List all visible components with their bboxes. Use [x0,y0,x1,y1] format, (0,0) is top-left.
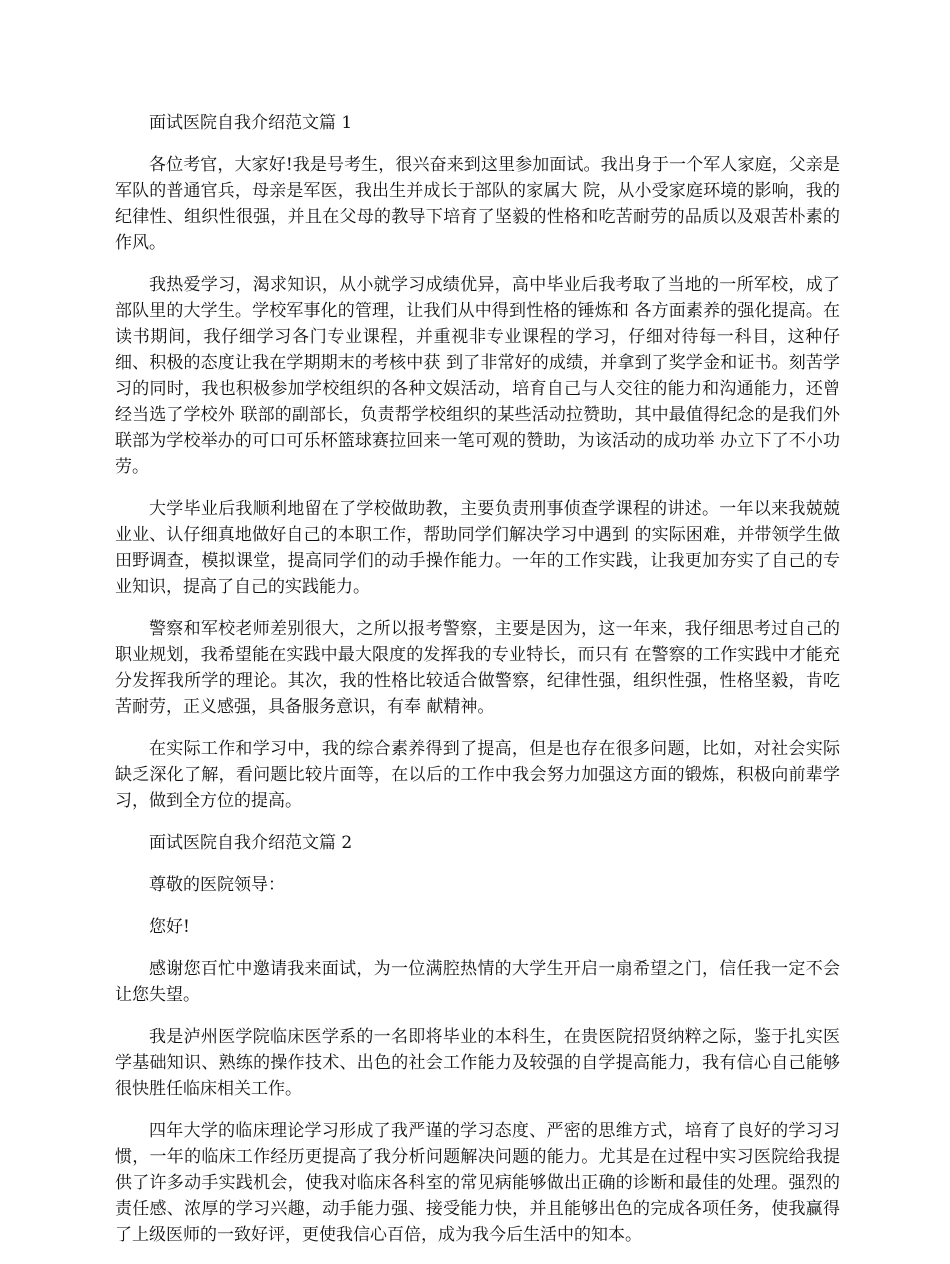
section-2-paragraph-1: 感谢您百忙中邀请我来面试，为一位满腔热情的大学生开启一扇希望之门，信任我一定不会让您失望。 [115,959,840,1005]
section-1-paragraph-1: 各位考官，大家好!我是号考生，很兴奋来到这里参加面试。我出身于一个军人家庭，父亲是军队的普通官兵，母亲是军医，我出生并成长于部队的家属大 院，从小受家庭环境的影响，我的纪律性、组织性很强，并且在父母的教导下培育了坚毅的性格和吃苦耐劳的品质以及艰苦朴素的作风。 [115,155,840,253]
section-1-paragraph-4: 警察和军校老师差别很大，之所以报考警察，主要是因为，这一年来，我仔细思考过自己的职业规划，我希望能在实践中最大限度的发挥我的专业特长，而只有 在警察的工作实践中才能充分发挥我所学的理论。其次，我的性格比较适合做警察，纪律性强，组织性强，性格坚毅，肯吃苦耐劳，正义感强，具备服务意识，有奉 献精神。 [115,619,840,717]
section-1-paragraph-5: 在实际工作和学习中，我的综合素养得到了提高，但是也存在很多问题，比如，对社会实际缺乏深化了解，看问题比较片面等，在以后的工作中我会努力加强这方面的锻炼，积极向前辈学习，做到全方位的提高。 [115,739,840,811]
section-1-paragraph-2: 我热爱学习，渴求知识，从小就学习成绩优异，高中毕业后我考取了当地的一所军校，成了部队里的大学生。学校军事化的管理，让我们从中得到性格的锤炼和 各方面素养的强化提高。在读书期间，我仔细学习各门专业课程，并重视非专业课程的学习，仔细对待每一科目，这种仔细、积极的态度让我在学期期末的考核中获 到了非常好的成绩，并拿到了奖学金和证书。刻苦学习的同时，我也积极参加学校组织的各种文娱活动，培育自己与人交往的能力和沟通能力，还曾经当选了学校外 联部的副部长，负责帮学校组织的某些活动拉赞助，其中最值得纪念的是我们外联部为学校举办的可口可乐杯篮球赛拉回来一笔可观的赞助，为该活动的成功举 办立下了不小功劳。 [115,275,840,477]
salutation: 尊敬的医院领导： [149,875,285,895]
section-2-paragraph-3: 四年大学的临床理论学习形成了我严谨的学习态度、严密的思维方式，培育了良好的学习习惯，一年的临床工作经历更提高了我分析问题解决问题的能力。尤其是在过程中实习医院给我提供了许多动手实践机会，使我对临床各科室的常见病能够做出正确的诊断和最佳的处理。强烈的责任感、浓厚的学习兴趣，动手能力强、接受能力快，并且能够出色的完成各项任务，使我赢得了上级医师的一致好评，更使我信心百倍，成为我今后生活中的知本。 [115,1121,840,1245]
section-1-title: 面试医院自我介绍范文篇 1 [149,113,353,133]
section-2-title: 面试医院自我介绍范文篇 2 [149,833,353,853]
section-2-paragraph-2: 我是泸州医学院临床医学系的一名即将毕业的本科生，在贵医院招贤纳粹之际，鉴于扎实医学基础知识、熟练的操作技术、出色的社会工作能力及较强的自学提高能力，我有信心自己能够很快胜任临床相关工作。 [115,1027,840,1099]
document-page [115,110,840,1264]
greeting: 您好! [149,917,190,937]
section-1-paragraph-3: 大学毕业后我顺利地留在了学校做助教，主要负责刑事侦查学课程的讲述。一年以来我兢兢业业、认仔细真地做好自己的本职工作，帮助同学们解决学习中遇到 的实际困难，并带领学生做田野调查，模拟课堂，提高同学们的动手操作能力。一年的工作实践，让我更加夯实了自己的专业知识，提高了自己的实践能力。 [115,499,840,597]
